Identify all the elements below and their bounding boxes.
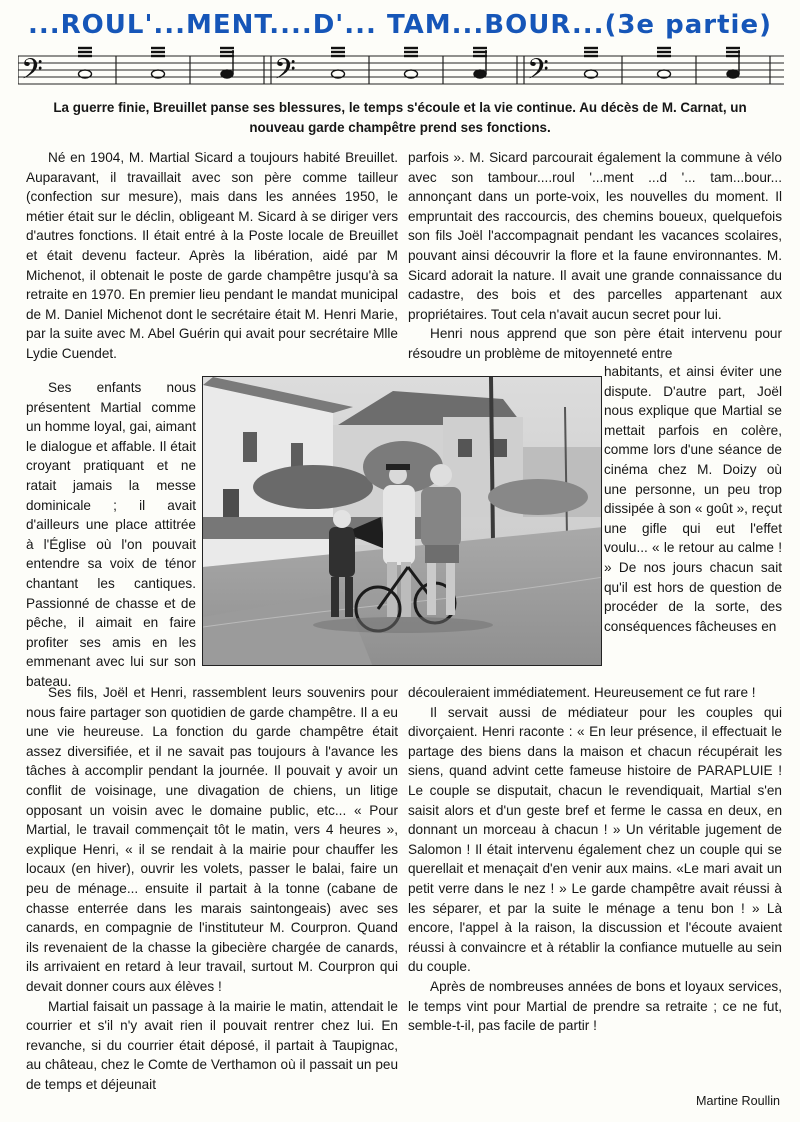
- article-title: ...ROUL'...MENT....D'... TAM...BOUR...(3e partie): [28, 10, 772, 40]
- svg-text:𝄢: 𝄢: [527, 53, 549, 93]
- column-left-bottom: [26, 683, 398, 1094]
- column-left-top: [26, 148, 398, 364]
- paragraph: parfois ». M. Sicard parcourait également la commune à vélo avec son tambour....roul '...ment ...d '... tam...bour... annonçant dans un porte-voix, les nouvelles du moment. Il empruntait des raccourcis, des chemins boueux, quelquefois son fils Joël l'accompagnait pendant les vacances scolaires, pouvant ainsi découvrir la flore et la faune environnantes. M. Sicard adorait la nature. Il avait une grande connaissance du cadastre, des bois et des parcelles appartenant aux propriétaires. Tout cela n'avait aucun secret pour lui.: [408, 150, 782, 322]
- paragraph: habitants, et ainsi éviter une dispute. D'autre part, Joël nous explique que Martial se mettait parfois en colère, comme lors d'une séance de cinéma chez M. Doizy où une personne, un peu trop dissipée à son « goût », reçut une gifle qui eut l'effet voulu... « le retour au calme ! » De nos jours chacun sait qu'il est hors de question de procéder de la sorte, des conséquences fâcheuses en: [604, 364, 782, 634]
- archive-photo: [202, 376, 602, 666]
- column-left-wrap: [26, 378, 196, 692]
- column-right-bottom: [408, 683, 782, 1036]
- author-signature: Martine Roullin: [696, 1094, 780, 1108]
- svg-text:𝄢: 𝄢: [21, 53, 43, 93]
- drum-roll-staff: [18, 44, 784, 94]
- paragraph: Né en 1904, M. Martial Sicard a toujours habité Breuillet. Auparavant, il travaillait avec son père comme tailleur (confection sur mesure), mais dans les années 1950, le métier était sur le déclin, obligeant M. Sicard à se diriger vers d'autres fonctions. Il était entré à la Poste locale de Breuillet et était devenu facteur. Après la libération, aidé par M Michenot, il obtenait le poste de garde champêtre jusqu'à sa retraite en 1970. En premier lieu pendant le mandat municipal de M. Daniel Michenot dont le secrétaire était M. Henri Marie, par la suite avec M. Abel Guérin qui avait pour secrétaire Mlle Lydie Cuendet.: [26, 150, 398, 361]
- paragraph: Il servait aussi de médiateur pour les couples qui divorçaient. Henri raconte : « En leur présence, il effectuait le partage des biens dans la maison et chacun récupérait les siens, quand advint cette fameuse histoire de PARAPLUIE ! Le couple se disputait, chacun le revendiquait, Martial s'en saisit alors et d'un geste bref et ferme le cassa en deux, en donnant un morceau à chacun ! » Un véritable jugement de Salomon ! Il était intervenu également chez un couple qui se querellait et menaçait d'en venir aux mains. «Le mari avait un petit verre dans le nez ! » Le garde champêtre avait réussi à les séparer, et par la suite le ménage a tenu bon ! » Là encore, l'appel à la raison, la discussion et l'écoute avaient réussi à convaincre et à rétablir la confiance mutuelle au sein du couple.: [408, 704, 782, 975]
- paragraph: Martial faisait un passage à la mairie le matin, attendait le courrier et s'il n'y avait rien il pouvait rentrer chez lui. En revanche, si du courrier était déposé, il partait à Taupignac, au château, chez le Comte de Verthamon où il passait un peu de temps et déjeunait: [26, 998, 398, 1092]
- paragraph: Ses fils, Joël et Henri, rassemblent leurs souvenirs pour nous faire partager son quotidien de garde champêtre. Il a eu une vie heureuse. La fonction du garde champêtre était assez diversifiée, et il ne savait pas toujours à l'avance les tâches à accomplir pendant la journée. Il pouvait y avoir un conflit de voisinage, une divagation de chiens, un litige opposant un voisin avec le domaine public, etc... « Pour Martial, le travail commençait tôt le matin, vers 4 heures », explique Henri, « il se rendait à la mairie pour chauffer les locaux (en hiver), ouvrir les volets, passer le balai, faire un peu de ménage... ensuite il partait à la tonne (cabane de chasse enterrée dans les marais saintongeais) avec ses canards, en compagnie de l'instituteur M. Courpron. Quand ils revenaient de la chasse la gibecière chargée de canards, ils arrivaient en retard à leur travail, surtout M. Courpron qui devait donner cours aux élèves !: [26, 685, 398, 994]
- intro-paragraph: La guerre finie, Breuillet panse ses blessures, le temps s'écoule et la vie continue. Au décès de M. Carnat, un nouveau garde champêtre prend ses fonctions.: [53, 100, 747, 135]
- column-right-top: [408, 148, 782, 364]
- paragraph: Henri nous apprend que son père était intervenu pour résoudre un problème de mitoyenneté entre: [408, 326, 782, 361]
- paragraph: Ses enfants nous présentent Martial comme un homme loyal, gai, aimant le dialogue et affable. Il était croyant pratiquant et ne ratait jamais la messe dominicale ; il avait d'ailleurs une place attitrée à l'Église où l'on pouvait entendre sa voix de ténor chantant les cantiques. Passionné de chasse et de pêche, il aimait en faire profiter ses amis en les emmenant avec lui sur son bateau.: [26, 380, 197, 689]
- paragraph: Après de nombreuses années de bons et loyaux services, le temps vint pour Martial de prendre sa retraite ; ce ne fut, semble-t-il, pas facile de partir !: [408, 978, 782, 1034]
- bass-clef-icon: [21, 53, 549, 93]
- paragraph: découleraient immédiatement. Heureusement ce fut rare !: [408, 685, 756, 700]
- svg-text:𝄢: 𝄢: [274, 53, 296, 93]
- column-right-wrap: [604, 362, 782, 636]
